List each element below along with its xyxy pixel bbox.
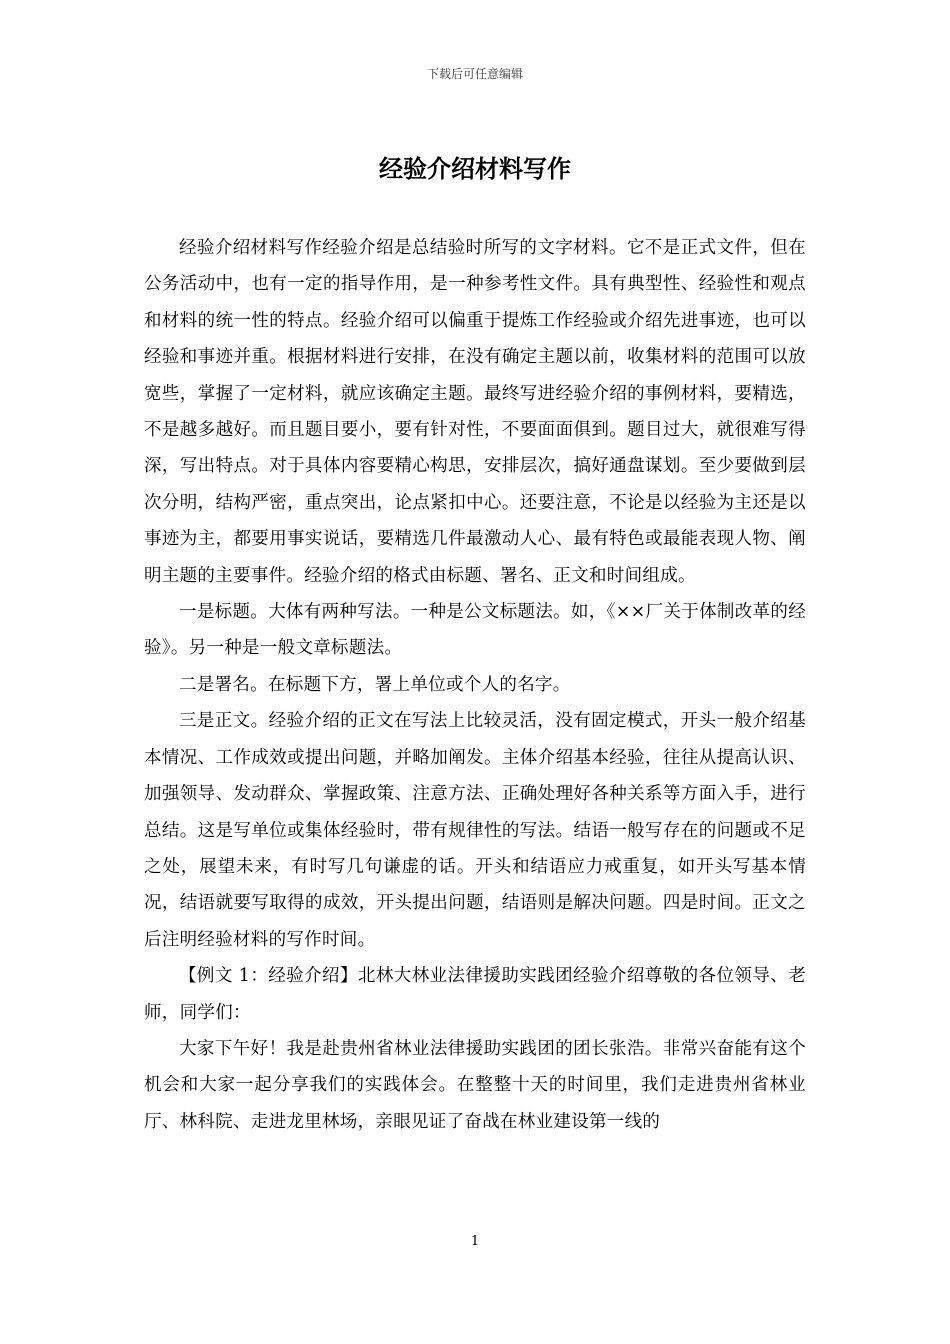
body-paragraph: 三是正文。经验介绍的正文在写法上比较灵活，没有固定模式，开头一般介绍基本情况、工作成效或提出问题，并略加阐发。主体介绍基本经验，往往从提高认识、加强领导、发动群众、掌握政策、注意方法、正确处理好各种关系等方面入手，进行总结。这是写单位或集体经验时，带有规律性的写法。结语一般写存在的问题或不足之处，展望未来，有时写几句谦虚的话。开头和结语应力戒重复，如开头写基本情况，结语就要写取得的成效，开头提出问题，结语则是解决问题。四是时间。正文之后注明经验材料的写作时间。 bbox=[144, 711, 806, 950]
body-paragraph: 经验介绍材料写作经验介绍是总结验时所写的文字材料。它不是正式文件，但在公务活动中，也有一定的指导作用，是一种参考性文件。具有典型性、经验性和观点和材料的统一性的特点。经验介绍可以偏重于提炼工作经验或介绍先进事迹，也可以经验和事迹并重。根据材料进行安排，在没有确定主题以前，收集材料的范围可以放宽些，掌握了一定材料，就应该确定主题。最终写进经验介绍的事例材料，要精选，不是越多越好。而且题目要小，要有针对性，不要面面俱到。题目过大，就很难写得深，写出特点。对于具体内容要精心构思，安排层次，搞好通盘谋划。至少要做到层次分明，结构严密，重点突出，论点紧扣中心。还要注意，不论是以经验为主还是以事迹为主，都要用事实说话，要精选几件最激动人心、最有特色或最能表现人物、阐明主题的主要事件。经验介绍的格式由标题、署名、正文和时间组成。 bbox=[144, 238, 806, 586]
document-body bbox=[144, 230, 806, 1140]
body-paragraph: 一是标题。大体有两种写法。一种是公文标题法。如，《××厂关于体制改革的经验》。另一种是一般文章标题法。 bbox=[144, 602, 806, 659]
body-paragraph: 【例文 1：经验介绍】北林大林业法律援助实践团经验介绍尊敬的各位领导、老师，同学们： bbox=[144, 966, 806, 1023]
page-number: 1 bbox=[470, 1234, 480, 1249]
body-paragraph: 二是署名。在标题下方，署上单位或个人的名字。 bbox=[179, 674, 571, 695]
page-header: 下载后可任意编辑 bbox=[426, 67, 523, 81]
body-paragraph: 大家下午好！我是赴贵州省林业法律援助实践团的团长张浩。非常兴奋能有这个机会和大家一起分享我们的实践体会。在整整十天的时间里，我们走进贵州省林业厅、林科院、走进龙里林场，亲眼见证了奋战在林业建设第一线的 bbox=[144, 1038, 806, 1132]
document-title: 经验介绍材料写作 bbox=[379, 154, 571, 183]
